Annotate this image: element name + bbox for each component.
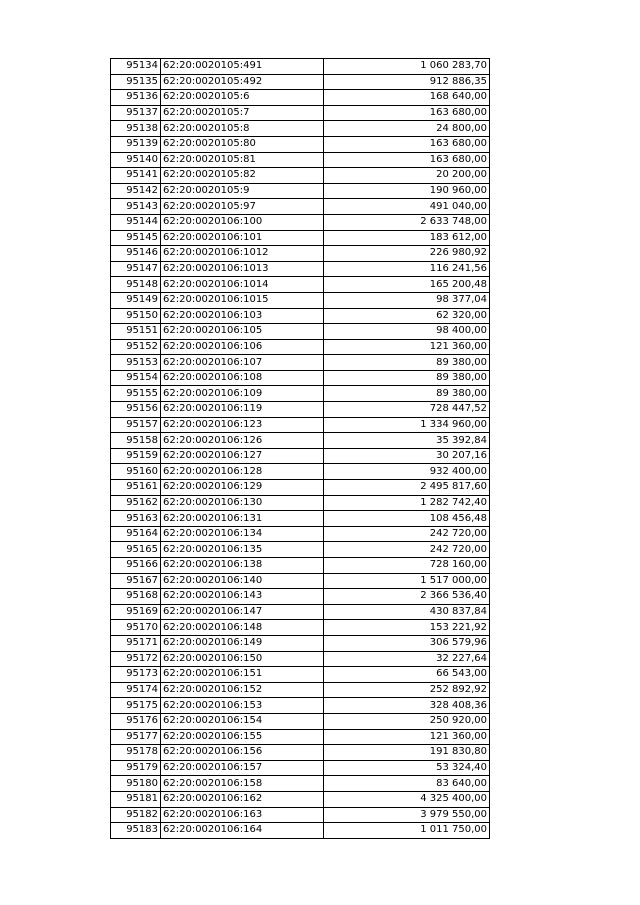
row-number-cell: 95172 xyxy=(111,651,161,667)
cadastral-number-cell: 62:20:0020106:1015 xyxy=(161,292,324,308)
cadastral-number-cell: 62:20:0020106:154 xyxy=(161,713,324,729)
row-number-cell: 95147 xyxy=(111,261,161,277)
cadastral-number-cell: 62:20:0020105:6 xyxy=(161,90,324,106)
value-cell: 190 960,00 xyxy=(324,183,490,199)
cadastral-number-cell: 62:20:0020106:151 xyxy=(161,667,324,683)
cadastral-number-cell: 62:20:0020106:109 xyxy=(161,386,324,402)
value-cell: 83 640,00 xyxy=(324,776,490,792)
row-number-cell: 95134 xyxy=(111,59,161,75)
table-row xyxy=(111,776,490,792)
cadastral-number-cell: 62:20:0020106:1013 xyxy=(161,261,324,277)
value-cell: 116 241,56 xyxy=(324,261,490,277)
value-cell: 89 380,00 xyxy=(324,355,490,371)
table-row xyxy=(111,74,490,90)
value-cell: 153 221,92 xyxy=(324,620,490,636)
table-row xyxy=(111,682,490,698)
row-number-cell: 95175 xyxy=(111,698,161,714)
value-cell: 35 392,84 xyxy=(324,433,490,449)
table-row xyxy=(111,698,490,714)
row-number-cell: 95146 xyxy=(111,246,161,262)
table-row xyxy=(111,292,490,308)
table-row xyxy=(111,823,490,839)
table-row xyxy=(111,604,490,620)
row-number-cell: 95182 xyxy=(111,807,161,823)
row-number-cell: 95176 xyxy=(111,713,161,729)
cadastral-number-cell: 62:20:0020106:147 xyxy=(161,604,324,620)
row-number-cell: 95161 xyxy=(111,480,161,496)
table-row xyxy=(111,745,490,761)
table-row xyxy=(111,121,490,137)
table-row xyxy=(111,495,490,511)
cadastral-number-cell: 62:20:0020106:105 xyxy=(161,324,324,340)
table-row xyxy=(111,402,490,418)
cadastral-number-cell: 62:20:0020106:135 xyxy=(161,542,324,558)
value-cell: 328 408,36 xyxy=(324,698,490,714)
table-row xyxy=(111,152,490,168)
cadastral-number-cell: 62:20:0020106:134 xyxy=(161,526,324,542)
value-cell: 1 517 000,00 xyxy=(324,573,490,589)
row-number-cell: 95136 xyxy=(111,90,161,106)
table-row xyxy=(111,90,490,106)
cadastral-number-cell: 62:20:0020105:8 xyxy=(161,121,324,137)
cadastral-number-cell: 62:20:0020105:82 xyxy=(161,168,324,184)
value-cell: 89 380,00 xyxy=(324,370,490,386)
table-row xyxy=(111,542,490,558)
table-row xyxy=(111,308,490,324)
row-number-cell: 95137 xyxy=(111,105,161,121)
cadastral-number-cell: 62:20:0020105:81 xyxy=(161,152,324,168)
cadastral-number-cell: 62:20:0020106:152 xyxy=(161,682,324,698)
value-cell: 98 377,04 xyxy=(324,292,490,308)
row-number-cell: 95141 xyxy=(111,168,161,184)
table-row xyxy=(111,807,490,823)
table-row xyxy=(111,370,490,386)
table-row xyxy=(111,635,490,651)
cadastral-number-cell: 62:20:0020106:1012 xyxy=(161,246,324,262)
cadastral-number-cell: 62:20:0020106:100 xyxy=(161,214,324,230)
value-cell: 62 320,00 xyxy=(324,308,490,324)
row-number-cell: 95173 xyxy=(111,667,161,683)
row-number-cell: 95156 xyxy=(111,402,161,418)
cadastral-number-cell: 62:20:0020106:128 xyxy=(161,464,324,480)
value-cell: 932 400,00 xyxy=(324,464,490,480)
row-number-cell: 95169 xyxy=(111,604,161,620)
cadastral-number-cell: 62:20:0020106:149 xyxy=(161,635,324,651)
cadastral-number-cell: 62:20:0020106:107 xyxy=(161,355,324,371)
table-row xyxy=(111,464,490,480)
row-number-cell: 95148 xyxy=(111,277,161,293)
table-row xyxy=(111,589,490,605)
value-cell: 252 892,92 xyxy=(324,682,490,698)
row-number-cell: 95151 xyxy=(111,324,161,340)
value-cell: 2 495 817,60 xyxy=(324,480,490,496)
row-number-cell: 95145 xyxy=(111,230,161,246)
table-row xyxy=(111,355,490,371)
table-row xyxy=(111,791,490,807)
cadastral-number-cell: 62:20:0020105:80 xyxy=(161,136,324,152)
row-number-cell: 95163 xyxy=(111,511,161,527)
value-cell: 250 920,00 xyxy=(324,713,490,729)
row-number-cell: 95174 xyxy=(111,682,161,698)
value-cell: 89 380,00 xyxy=(324,386,490,402)
row-number-cell: 95143 xyxy=(111,199,161,215)
cadastral-number-cell: 62:20:0020106:148 xyxy=(161,620,324,636)
row-number-cell: 95135 xyxy=(111,74,161,90)
value-cell: 4 325 400,00 xyxy=(324,791,490,807)
table-row xyxy=(111,339,490,355)
table-row xyxy=(111,526,490,542)
cadastral-number-cell: 62:20:0020106:130 xyxy=(161,495,324,511)
value-cell: 24 800,00 xyxy=(324,121,490,137)
value-cell: 728 160,00 xyxy=(324,558,490,574)
row-number-cell: 95164 xyxy=(111,526,161,542)
table-row xyxy=(111,214,490,230)
cadastral-number-cell: 62:20:0020106:162 xyxy=(161,791,324,807)
row-number-cell: 95171 xyxy=(111,635,161,651)
value-cell: 53 324,40 xyxy=(324,760,490,776)
cadastral-number-cell: 62:20:0020106:1014 xyxy=(161,277,324,293)
cadastral-number-cell: 62:20:0020106:138 xyxy=(161,558,324,574)
table-row xyxy=(111,760,490,776)
row-number-cell: 95162 xyxy=(111,495,161,511)
row-number-cell: 95179 xyxy=(111,760,161,776)
value-cell: 728 447,52 xyxy=(324,402,490,418)
value-cell: 183 612,00 xyxy=(324,230,490,246)
cadastral-number-cell: 62:20:0020105:7 xyxy=(161,105,324,121)
table-row xyxy=(111,199,490,215)
row-number-cell: 95177 xyxy=(111,729,161,745)
value-cell: 20 200,00 xyxy=(324,168,490,184)
row-number-cell: 95139 xyxy=(111,136,161,152)
value-cell: 491 040,00 xyxy=(324,199,490,215)
table-row xyxy=(111,433,490,449)
table-row xyxy=(111,480,490,496)
cadastral-number-cell: 62:20:0020106:150 xyxy=(161,651,324,667)
row-number-cell: 95181 xyxy=(111,791,161,807)
cadastral-number-cell: 62:20:0020106:108 xyxy=(161,370,324,386)
value-cell: 98 400,00 xyxy=(324,324,490,340)
value-cell: 168 640,00 xyxy=(324,90,490,106)
row-number-cell: 95138 xyxy=(111,121,161,137)
row-number-cell: 95159 xyxy=(111,448,161,464)
cadastral-number-cell: 62:20:0020106:164 xyxy=(161,823,324,839)
table-row xyxy=(111,277,490,293)
value-cell: 66 543,00 xyxy=(324,667,490,683)
cadastral-number-cell: 62:20:0020106:126 xyxy=(161,433,324,449)
row-number-cell: 95142 xyxy=(111,183,161,199)
table-row xyxy=(111,558,490,574)
value-cell: 3 979 550,00 xyxy=(324,807,490,823)
table-row xyxy=(111,417,490,433)
cadastral-number-cell: 62:20:0020106:123 xyxy=(161,417,324,433)
cadastral-number-cell: 62:20:0020105:491 xyxy=(161,59,324,75)
row-number-cell: 95149 xyxy=(111,292,161,308)
row-number-cell: 95165 xyxy=(111,542,161,558)
table-row xyxy=(111,729,490,745)
value-cell: 226 980,92 xyxy=(324,246,490,262)
table-row xyxy=(111,59,490,75)
table-row xyxy=(111,261,490,277)
row-number-cell: 95153 xyxy=(111,355,161,371)
cadastral-number-cell: 62:20:0020106:127 xyxy=(161,448,324,464)
table-row xyxy=(111,183,490,199)
table-body xyxy=(111,59,490,839)
cadastral-number-cell: 62:20:0020106:103 xyxy=(161,308,324,324)
value-cell: 242 720,00 xyxy=(324,526,490,542)
value-cell: 1 334 960,00 xyxy=(324,417,490,433)
row-number-cell: 95144 xyxy=(111,214,161,230)
row-number-cell: 95180 xyxy=(111,776,161,792)
table-row xyxy=(111,573,490,589)
table-row xyxy=(111,651,490,667)
row-number-cell: 95140 xyxy=(111,152,161,168)
table-row xyxy=(111,667,490,683)
cadastral-number-cell: 62:20:0020106:129 xyxy=(161,480,324,496)
value-cell: 1 011 750,00 xyxy=(324,823,490,839)
row-number-cell: 95168 xyxy=(111,589,161,605)
cadastral-number-cell: 62:20:0020106:131 xyxy=(161,511,324,527)
row-number-cell: 95155 xyxy=(111,386,161,402)
value-cell: 30 207,16 xyxy=(324,448,490,464)
table-row xyxy=(111,713,490,729)
value-cell: 121 360,00 xyxy=(324,729,490,745)
cadastral-number-cell: 62:20:0020106:143 xyxy=(161,589,324,605)
cadastral-number-cell: 62:20:0020106:156 xyxy=(161,745,324,761)
cadastral-number-cell: 62:20:0020106:140 xyxy=(161,573,324,589)
table-row xyxy=(111,620,490,636)
row-number-cell: 95183 xyxy=(111,823,161,839)
cadastral-number-cell: 62:20:0020106:106 xyxy=(161,339,324,355)
table-row xyxy=(111,448,490,464)
value-cell: 163 680,00 xyxy=(324,105,490,121)
table-row xyxy=(111,168,490,184)
value-cell: 163 680,00 xyxy=(324,136,490,152)
cadastral-number-cell: 62:20:0020106:119 xyxy=(161,402,324,418)
value-cell: 32 227,64 xyxy=(324,651,490,667)
table-row xyxy=(111,386,490,402)
cadastral-number-cell: 62:20:0020106:157 xyxy=(161,760,324,776)
row-number-cell: 95167 xyxy=(111,573,161,589)
row-number-cell: 95160 xyxy=(111,464,161,480)
cadastral-number-cell: 62:20:0020106:101 xyxy=(161,230,324,246)
value-cell: 242 720,00 xyxy=(324,542,490,558)
cadastral-number-cell: 62:20:0020106:163 xyxy=(161,807,324,823)
value-cell: 306 579,96 xyxy=(324,635,490,651)
value-cell: 191 830,80 xyxy=(324,745,490,761)
value-cell: 108 456,48 xyxy=(324,511,490,527)
table-row xyxy=(111,230,490,246)
row-number-cell: 95157 xyxy=(111,417,161,433)
cadastral-number-cell: 62:20:0020105:9 xyxy=(161,183,324,199)
value-cell: 2 633 748,00 xyxy=(324,214,490,230)
table-row xyxy=(111,105,490,121)
row-number-cell: 95152 xyxy=(111,339,161,355)
value-cell: 1 060 283,70 xyxy=(324,59,490,75)
row-number-cell: 95150 xyxy=(111,308,161,324)
table-row xyxy=(111,511,490,527)
value-cell: 165 200,48 xyxy=(324,277,490,293)
value-cell: 912 886,35 xyxy=(324,74,490,90)
value-cell: 1 282 742,40 xyxy=(324,495,490,511)
row-number-cell: 95154 xyxy=(111,370,161,386)
value-cell: 2 366 536,40 xyxy=(324,589,490,605)
cadastral-number-cell: 62:20:0020106:158 xyxy=(161,776,324,792)
value-cell: 430 837,84 xyxy=(324,604,490,620)
value-cell: 121 360,00 xyxy=(324,339,490,355)
row-number-cell: 95170 xyxy=(111,620,161,636)
value-cell: 163 680,00 xyxy=(324,152,490,168)
row-number-cell: 95178 xyxy=(111,745,161,761)
row-number-cell: 95166 xyxy=(111,558,161,574)
cadastral-value-table xyxy=(110,58,490,839)
table-row xyxy=(111,136,490,152)
cadastral-number-cell: 62:20:0020106:153 xyxy=(161,698,324,714)
cadastral-number-cell: 62:20:0020105:97 xyxy=(161,199,324,215)
cadastral-number-cell: 62:20:0020105:492 xyxy=(161,74,324,90)
table-row xyxy=(111,246,490,262)
table-row xyxy=(111,324,490,340)
row-number-cell: 95158 xyxy=(111,433,161,449)
cadastral-number-cell: 62:20:0020106:155 xyxy=(161,729,324,745)
